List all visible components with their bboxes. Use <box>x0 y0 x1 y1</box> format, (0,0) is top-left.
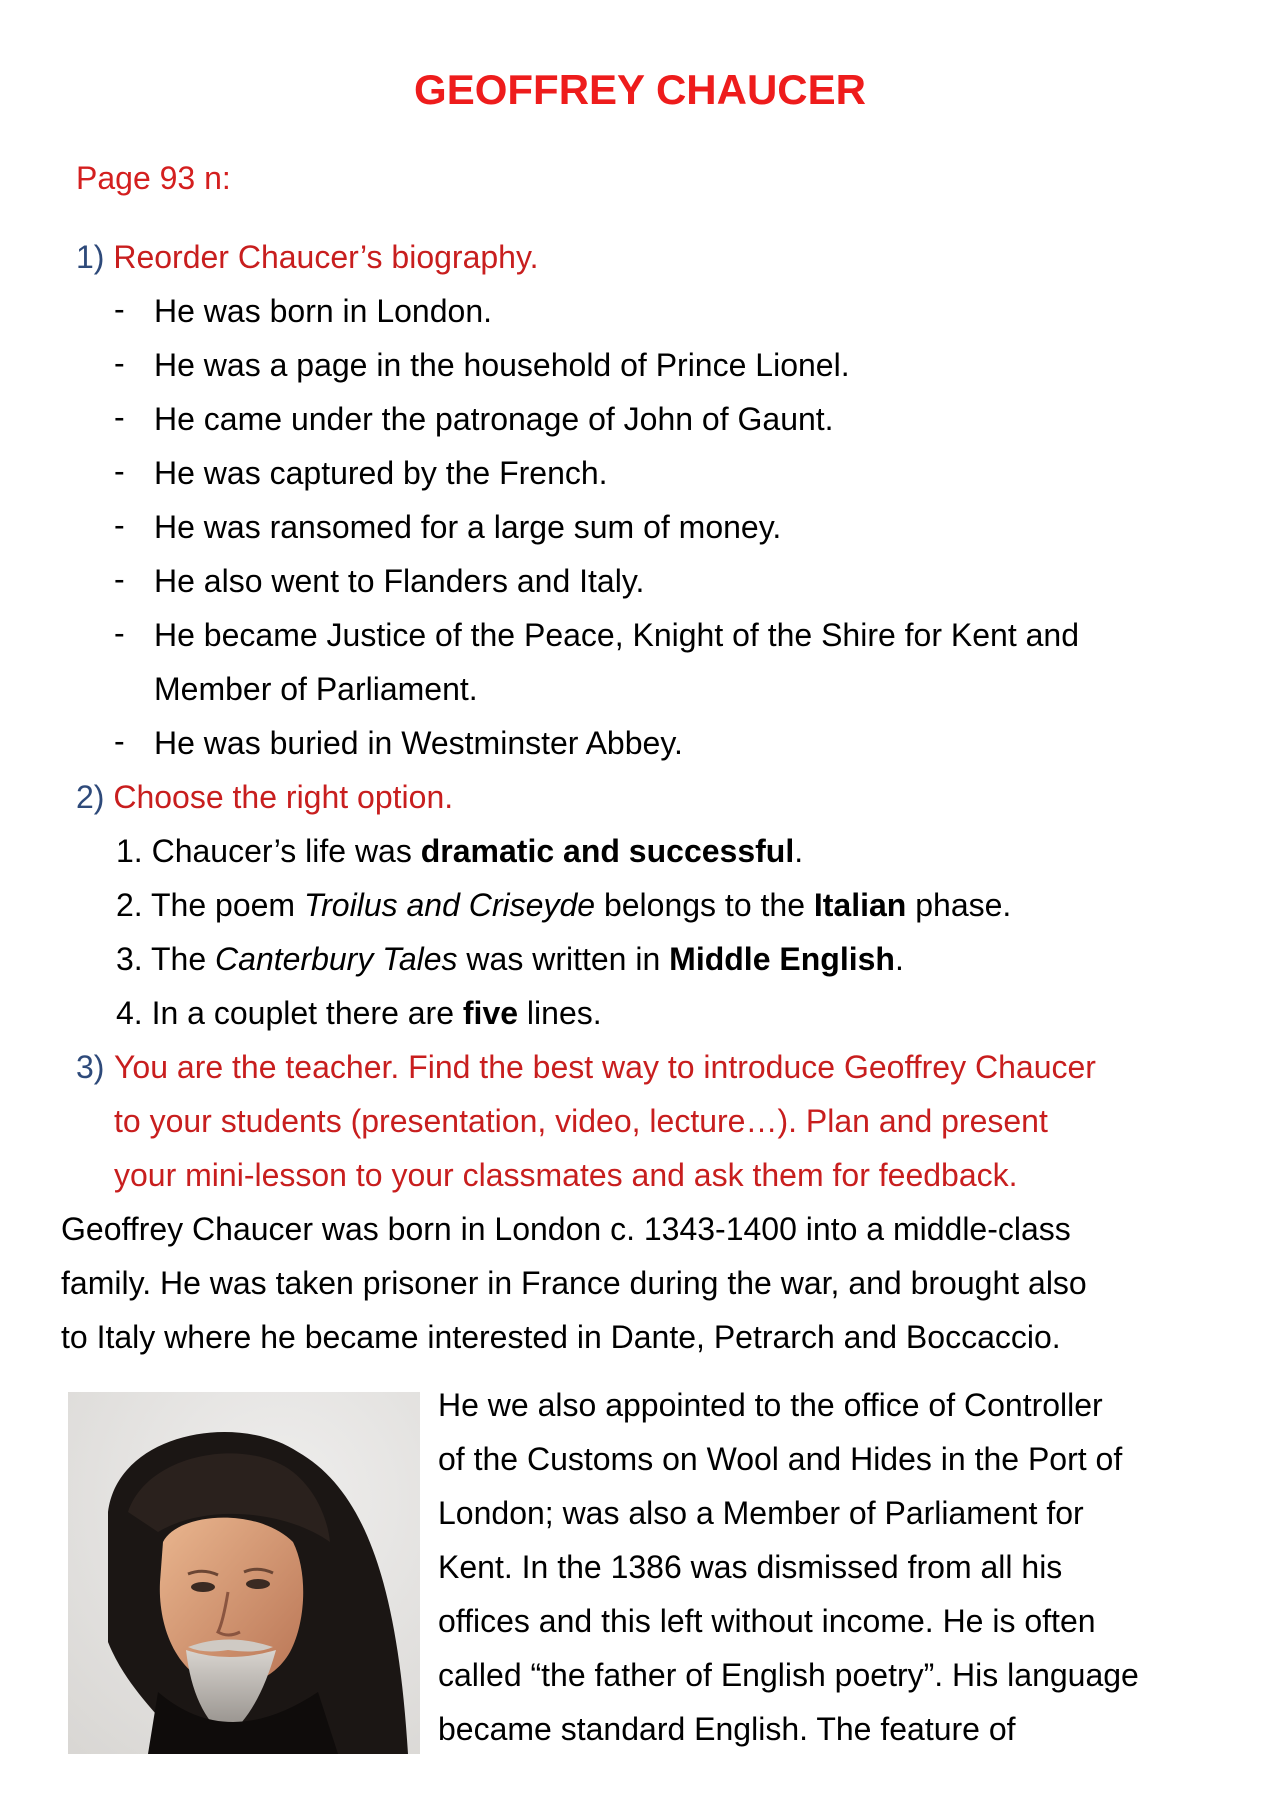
list-item: He was a page in the household of Prince Lionel. <box>154 347 850 383</box>
body-paragraph-line: offices and this left without income. He is often <box>438 1603 1096 1639</box>
list-item: He was born in London. <box>154 293 492 329</box>
option-number: 3. <box>116 941 143 977</box>
option-number: 4. <box>116 995 143 1031</box>
question-text: to your students (presentation, video, lecture…). Plan and present <box>114 1103 1048 1139</box>
question-text: Choose the right option. <box>113 779 454 815</box>
list-item: He became Justice of the Peace, Knight of the Shire for Kent and <box>154 617 1079 653</box>
bullet-dash: - <box>114 399 125 435</box>
option-text: The <box>151 941 216 977</box>
body-paragraph-line: He we also appointed to the office of Controller <box>438 1387 1103 1423</box>
option-end: phase. <box>906 887 1012 923</box>
question-number: 1) <box>76 239 105 275</box>
option-bold: dramatic and successful <box>420 833 795 869</box>
option-bold: Italian <box>813 887 907 923</box>
option-text-2: belongs to the <box>595 887 814 923</box>
list-item: He was buried in Westminster Abbey. <box>154 725 683 761</box>
option-end: . <box>794 833 804 869</box>
body-paragraph-line: family. He was taken prisoner in France during the war, and brought also <box>61 1265 1087 1301</box>
bullet-dash: - <box>114 453 125 489</box>
body-paragraph-line: London; was also a Member of Parliament for <box>438 1495 1084 1531</box>
page-title: GEOFFREY CHAUCER <box>414 66 866 113</box>
bullet-dash: - <box>114 723 125 759</box>
bullet-dash: - <box>114 345 125 381</box>
body-paragraph-line: of the Customs on Wool and Hides in the Port of <box>438 1441 1123 1477</box>
list-item: He was captured by the French. <box>154 455 608 491</box>
bullet-dash: - <box>114 291 125 327</box>
option-item <box>116 993 602 1033</box>
option-bold: Middle English <box>669 941 895 977</box>
option-item <box>116 831 803 871</box>
option-end: lines. <box>518 995 602 1031</box>
question-number: 2) <box>76 779 105 815</box>
question-2 <box>76 777 453 817</box>
option-text: The poem <box>151 887 304 923</box>
body-paragraph-line: to Italy where he became interested in Dante, Petrarch and Boccaccio. <box>61 1319 1061 1355</box>
option-italic: Canterbury Tales <box>215 941 458 977</box>
option-end: . <box>894 941 904 977</box>
option-text: Chaucer’s life was <box>151 833 421 869</box>
option-number: 1. <box>116 833 143 869</box>
question-text: Reorder Chaucer’s biography. <box>113 239 539 275</box>
question-number: 3) <box>76 1049 105 1085</box>
chaucer-portrait <box>68 1392 420 1754</box>
body-paragraph-line: called “the father of English poetry”. His language <box>438 1657 1139 1693</box>
body-paragraph-line: became standard English. The feature of <box>438 1711 1016 1747</box>
bullet-dash: - <box>114 561 125 597</box>
option-bold: five <box>462 995 519 1031</box>
question-text: You are the teacher. Find the best way to introduce Geoffrey Chaucer <box>114 1049 1096 1085</box>
question-text: your mini-lesson to your classmates and ask them for feedback. <box>114 1157 1018 1193</box>
list-item: He was ransomed for a large sum of money. <box>154 509 782 545</box>
option-item <box>116 939 904 979</box>
option-item <box>116 885 1011 925</box>
page-subtitle: Page 93 n: <box>76 160 231 196</box>
bullet-dash: - <box>114 615 125 651</box>
body-paragraph-line: Geoffrey Chaucer was born in London c. 1343-1400 into a middle-class <box>61 1211 1071 1247</box>
option-text-2: was written in <box>457 941 670 977</box>
question-1 <box>76 237 538 277</box>
body-paragraph-line: Kent. In the 1386 was dismissed from all his <box>438 1549 1063 1585</box>
list-item-continuation: Member of Parliament. <box>154 671 478 707</box>
bullet-dash: - <box>114 507 125 543</box>
list-item: He also went to Flanders and Italy. <box>154 563 645 599</box>
option-italic: Troilus and Criseyde <box>303 887 596 923</box>
option-text: In a couplet there are <box>151 995 463 1031</box>
list-item: He came under the patronage of John of Gaunt. <box>154 401 834 437</box>
portrait-illustration <box>68 1392 420 1754</box>
option-number: 2. <box>116 887 143 923</box>
